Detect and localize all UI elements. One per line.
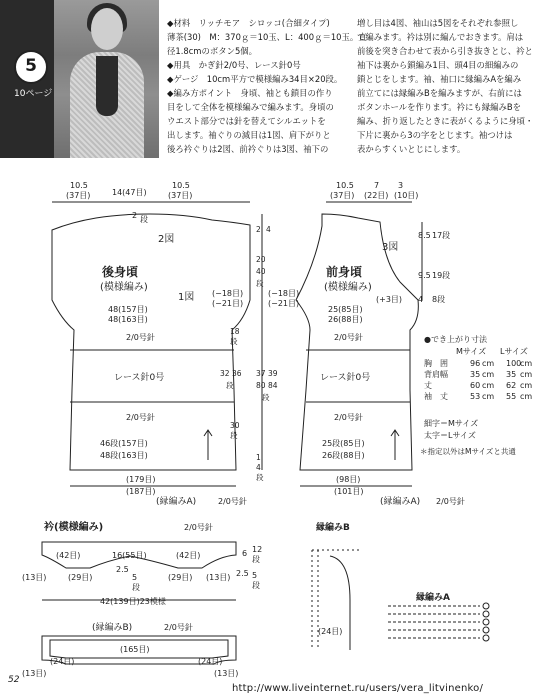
instructions-col2-line: 前後を突き合わせて表から引き抜きとじ、衿と [357, 46, 533, 56]
instructions-col2-line: 編み、折り返したときに表がくるように身頃・ [357, 116, 534, 126]
collar-total: 42(139目)23模様 [100, 597, 166, 606]
front-neck-3-sub: 8段 [432, 295, 446, 304]
back-body-outline [52, 214, 250, 470]
size-row-label: 胸 囲 [424, 359, 448, 368]
size-row-m-unit: cm [482, 392, 495, 401]
instructions-col1-line: 後ろ衿ぐりは2図、前衿ぐりは3図、袖下の [167, 144, 329, 154]
instructions-col2-line: 袖下は裏から鎖編み1目、頭4目の細編みの [357, 60, 519, 70]
back-title: 後身頃 [102, 265, 139, 279]
instructions-col1-line: 薄茶(30) M：370ｇ＝10玉、L：400ｇ＝10玉。直 [167, 32, 367, 42]
size-row-m: 60 [470, 381, 481, 390]
collar-h25: 2.5 [116, 565, 129, 574]
instructions-col2-line: ボタンホールを作ります。衿にも縁編みBを [357, 102, 522, 112]
vb-shoulder-a: 2 [256, 225, 261, 234]
back-upper-m: 48(157目) [108, 305, 148, 314]
vb-armhole-2: 段 [230, 337, 238, 346]
collar-h5b: 段 [132, 583, 140, 592]
back-lower-m: 46段(157目) [100, 439, 148, 448]
back-fig2: 2図 [158, 234, 175, 245]
back-needle-lace: レース針0号 [114, 373, 165, 383]
vb-lace-2: 36 [232, 369, 242, 378]
collar-b-right2: (13目) [214, 669, 239, 678]
vb-waist-1: 30 [230, 421, 240, 430]
collar-border-title: (縁編みB) [92, 623, 133, 633]
size-row-m-unit: cm [482, 370, 495, 379]
front-lower-m: 25段(85目) [322, 439, 365, 448]
page-number: 52 [8, 675, 20, 685]
collar-right-25: 2.5 [236, 569, 249, 578]
instructions-col1-line: ◆材料 リッチモア シロッコ(合細タイプ) [167, 18, 330, 28]
size-row-m: 53 [470, 392, 481, 401]
instructions-col1-line: ウエスト部分では針を替えてシルエットを [167, 116, 326, 126]
size-row-label: 背肩幅 [424, 370, 448, 379]
vb-hem-3: 段 [256, 473, 264, 482]
back-top-left: 10.5 [70, 181, 88, 190]
sizes-col-l: Lサイズ [500, 347, 528, 356]
back-direction-arrow [204, 430, 212, 460]
size-row-l-unit: cm [520, 359, 533, 368]
collar-mid-r: (29目) [168, 573, 193, 582]
back-subtitle: (模様編み) [100, 282, 148, 293]
instructions-col1-line: ◆編み方ポイント 身頃、袖とも鎖目の作り [167, 88, 333, 98]
size-row-m-unit: cm [482, 381, 495, 390]
vb-hem-2: 4 [256, 463, 261, 472]
collar-b-left: (24目) [50, 657, 75, 666]
back-top-mid: 14(47目) [112, 188, 147, 197]
front-body-outline [296, 214, 418, 470]
size-row-label: 袖 丈 [424, 392, 448, 401]
sizes-title: ●でき上がり寸法 [424, 335, 487, 344]
front-top-mid: 7 [374, 181, 380, 190]
vb-total-3: 段 [256, 279, 264, 288]
front-neck-2-sub: 19段 [432, 271, 451, 280]
vb-shoulder-b: 4 [266, 225, 271, 234]
back-neck-steps: 2 [132, 211, 138, 220]
front-neck-1: 8.5 [418, 231, 431, 240]
border-a-title: 縁編みA [416, 593, 450, 603]
back-needle-20-b: 2/0号針 [126, 413, 155, 422]
collar-h6: 6 [242, 549, 248, 558]
collar-title: 衿(模様編み) [44, 522, 104, 533]
front-fig3: 3図 [382, 242, 399, 253]
collar-right-5: 5 [252, 571, 258, 580]
sizes-note-2: 太字＝Lサイズ [424, 431, 476, 440]
vb-full-3: 80 [256, 381, 266, 390]
front-plus3: (+3目) [376, 295, 403, 304]
back-lower-l: 48段(163目) [100, 451, 148, 460]
vb-full-4: 84 [268, 381, 278, 390]
back-dec-m: (−18目) [212, 289, 244, 298]
instructions-col1-line: ◆ゲージ 10cm平方で模様編み34目×20段。 [167, 74, 343, 84]
front-neck-3: 4 [418, 295, 424, 304]
front-upper-l: 26(88目) [328, 315, 363, 324]
size-row-l-unit: cm [520, 381, 533, 390]
front-needle-lace: レース針0号 [320, 373, 371, 383]
back-top-right: 10.5 [172, 181, 190, 190]
instructions-col1-line: ◆用具 かぎ針2/0号、レース針0号 [167, 60, 301, 70]
collar-side-l: (13目) [22, 573, 47, 582]
collar-w1: (42目) [56, 551, 81, 560]
back-neck-steps-unit: 段 [140, 215, 148, 224]
collar-mid-l: (29目) [68, 573, 93, 582]
front-top-left: 10.5 [336, 181, 354, 190]
front-dec-m: (−18目) [268, 289, 300, 298]
instructions-col2-line: 増し目は4図、袖山は5図をそれぞれ参照し [357, 18, 519, 28]
border-b-title: 縁編みB [316, 523, 350, 533]
instructions-col2-line: て編みます。衿は別に編んでおきます。肩は [357, 32, 524, 42]
front-top-right-sub: (10目) [394, 191, 419, 200]
front-bottom-l: (101目) [334, 487, 364, 496]
collar-b-right: (24目) [198, 657, 223, 666]
vb-full-1: 37 [256, 369, 266, 378]
back-upper-l: 48(163目) [108, 315, 148, 324]
sizes-note-1: 細字＝Mサイズ [424, 419, 479, 428]
front-border-needle: 2/0号針 [436, 497, 465, 506]
instructions-col2-line: 表からすくいとじにします。 [357, 144, 466, 154]
front-needle-20-b: 2/0号針 [334, 413, 363, 422]
front-bottom-m: (98目) [336, 475, 361, 484]
pattern-number-badge: 5 [14, 50, 48, 84]
front-border-label: (縁編みA) [380, 497, 421, 507]
source-url: http://www.liveinternet.ru/users/vera_litvinenko/ [232, 683, 484, 694]
size-row-m: 35 [470, 370, 481, 379]
vb-armhole-1: 18 [230, 327, 240, 336]
front-direction-arrow [391, 430, 399, 460]
vb-lace-3: 段 [226, 381, 234, 390]
collar-side-r: (13目) [206, 573, 231, 582]
vb-waist-2: 段 [230, 431, 238, 440]
size-row-l-unit: cm [520, 392, 533, 401]
collar-b-left2: (13目) [22, 669, 47, 678]
size-row-l: 35 [506, 370, 517, 379]
front-upper-m: 25(85目) [328, 305, 363, 314]
front-top-right: 3 [398, 181, 404, 190]
instructions-col1-line: 径1.8cmのボタン5個。 [167, 46, 258, 56]
border-a-chart [388, 603, 489, 641]
instructions-col2-line: 鎖とじをします。袖、袖口に縁編みAを編み [357, 74, 522, 84]
back-border-needle: 2/0号針 [218, 497, 247, 506]
size-row-m: 96 [470, 359, 481, 368]
front-top-left-sub: (37目) [330, 191, 355, 200]
collar-w2: 16(55目) [112, 551, 147, 560]
vb-total-2: 40 [256, 267, 266, 276]
back-dec-l: (−21目) [212, 299, 244, 308]
size-row-l: 55 [506, 392, 517, 401]
collar-h12: 12 [252, 545, 263, 554]
front-subtitle: (模様編み) [324, 282, 372, 293]
back-top-left-sub: (37目) [66, 191, 91, 200]
front-neck-1-sub: 17段 [432, 231, 451, 240]
back-top-right-sub: (37目) [168, 191, 193, 200]
instructions-col2-line: 下片に裏から3の字をとじます。袖つけは [357, 130, 513, 140]
instructions-col2-line: 前立てには縁編みBを編みますが、右前には [357, 88, 522, 98]
collar-needle: 2/0号針 [184, 523, 213, 532]
collar-w3: (42目) [176, 551, 201, 560]
size-row-l: 100 [506, 359, 522, 368]
front-neck-2: 9.5 [418, 271, 431, 280]
collar-b-width: (165目) [120, 645, 150, 654]
instructions-col1-line: 目をして全体を模様編みで編みます。身頃の [167, 102, 334, 112]
front-needle-20: 2/0号針 [334, 333, 363, 342]
back-bottom-m: (179目) [126, 475, 156, 484]
size-row-l-unit: cm [520, 370, 533, 379]
vb-hem-1: 1 [256, 453, 261, 462]
back-border-label: (縁編みA) [156, 497, 197, 507]
back-fig1: 1図 [178, 292, 195, 303]
size-row-m-unit: cm [482, 359, 495, 368]
sizes-note-3: ＊指定以外はMサイズと共通 [420, 447, 516, 456]
front-lower-l: 26段(88目) [322, 451, 365, 460]
size-row-l: 62 [506, 381, 517, 390]
back-needle-20: 2/0号針 [126, 333, 155, 342]
collar-border-needle: 2/0号針 [164, 623, 193, 632]
collar-right-dan: 段 [252, 581, 260, 590]
back-bottom-l: (187目) [126, 487, 156, 496]
collar-hdan: 段 [252, 555, 260, 564]
vb-lace-1: 32 [220, 369, 230, 378]
page-reference: 10ページ [14, 89, 53, 99]
collar-h5a: 5 [132, 573, 138, 582]
front-top-mid-sub: (22目) [364, 191, 389, 200]
vb-full-2: 39 [268, 369, 278, 378]
front-title: 前身頃 [326, 265, 363, 279]
vb-full-5: 段 [262, 393, 270, 402]
instructions-col1-line: 出します。袖ぐりの減目は1図、肩下がりと [167, 130, 331, 140]
sizes-col-m: Mサイズ [456, 347, 487, 356]
vb-total-1: 20 [256, 255, 266, 264]
border-b-count: (24目) [318, 627, 343, 636]
size-row-label: 丈 [424, 381, 432, 390]
front-dec-l: (−21目) [268, 299, 300, 308]
